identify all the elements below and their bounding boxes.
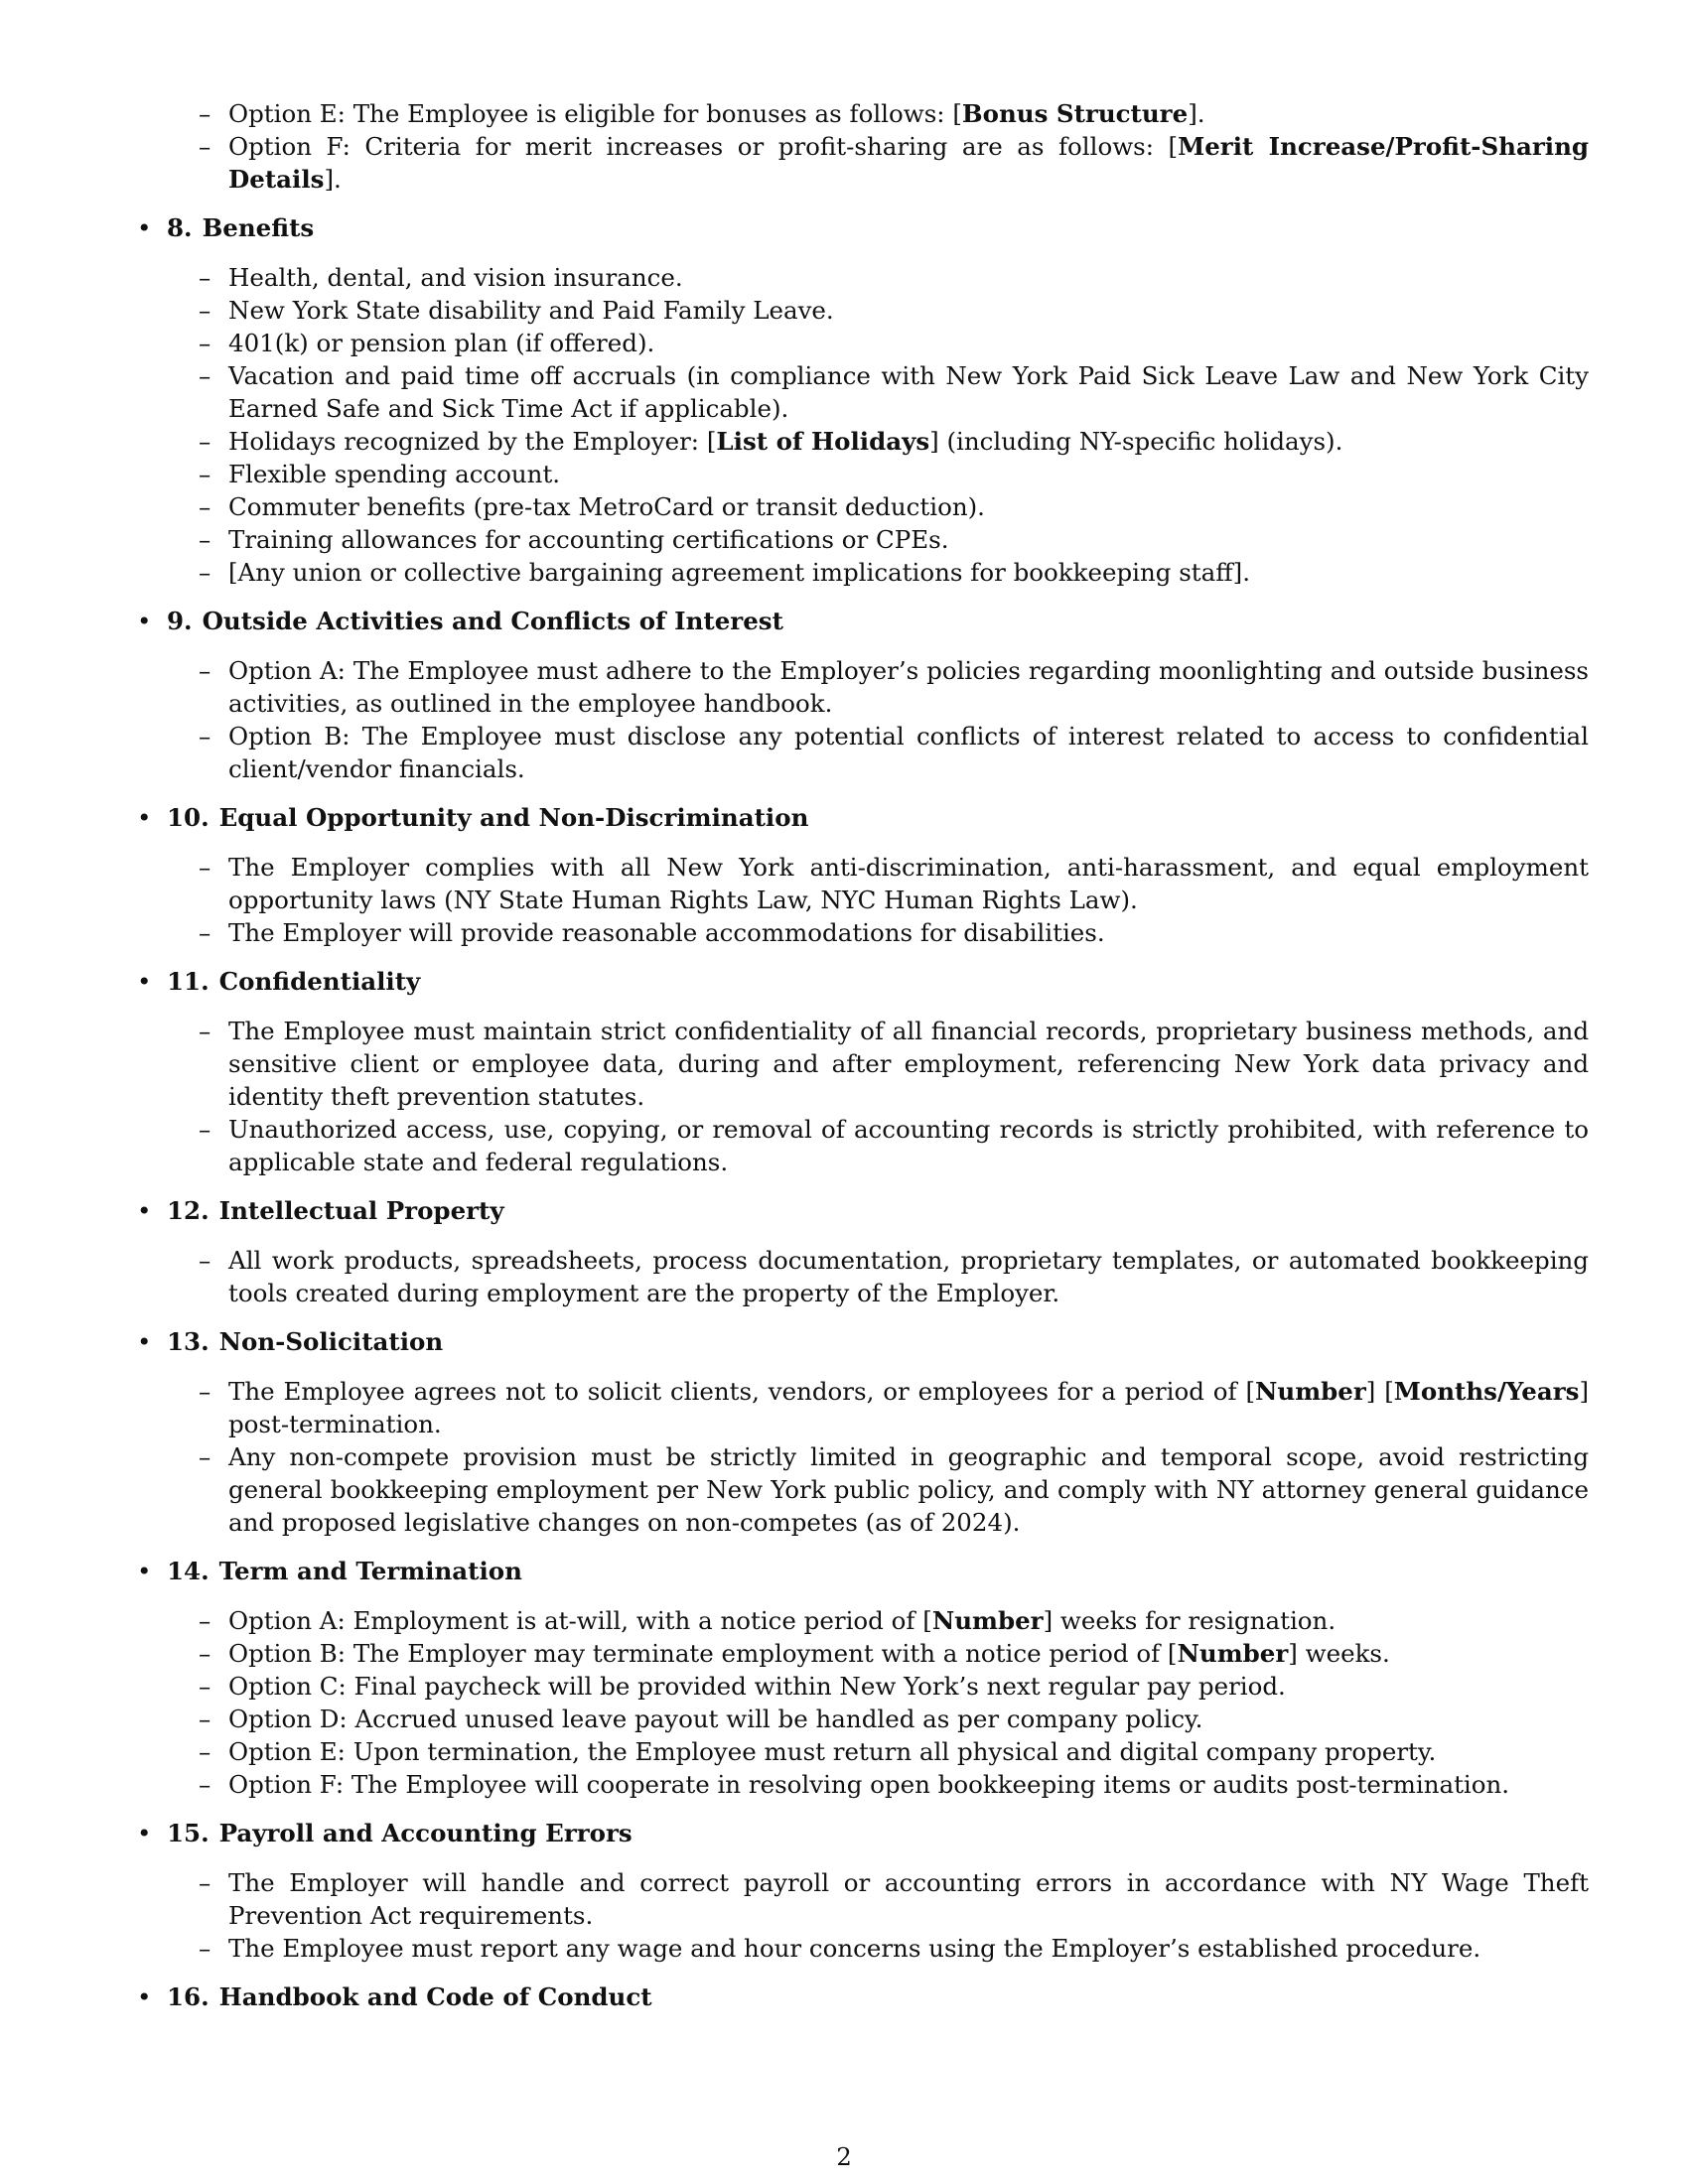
dash-marker: – xyxy=(199,1115,211,1144)
dash-marker: – xyxy=(199,656,211,685)
dash-marker: – xyxy=(199,99,211,128)
page-number: 2 xyxy=(836,2142,852,2171)
item-text: Option C: Final paycheck will be provided within New York’s next regular pay period. xyxy=(228,1672,1286,1701)
item-text: ] post-termination. xyxy=(228,1377,1590,1438)
section-item-list xyxy=(137,1604,1589,1801)
dash-marker: – xyxy=(199,1737,211,1766)
section-number: 14. xyxy=(167,1557,210,1585)
section-item-list xyxy=(137,654,1589,785)
placeholder-field: List of Holidays xyxy=(716,427,930,456)
list-item xyxy=(137,916,1589,949)
item-text: Any non-compete provision must be strictly limited in geographic and temporal scope, avoid restricting general bookkeeping employment per New York public policy, and comply with NY attorney general guidance and proposed legislative changes on non-competes (as of 2024). xyxy=(228,1442,1589,1537)
item-text: All work products, spreadsheets, process documentation, proprietary templates, or automated bookkeeping tools created during employment are the property of the Employer. xyxy=(228,1246,1589,1307)
list-item xyxy=(137,1670,1589,1703)
list-item xyxy=(137,654,1589,720)
bullet-marker: • xyxy=(137,213,152,242)
section-number: 11. xyxy=(167,967,210,996)
section-heading xyxy=(137,211,1589,244)
placeholder-field: Months/Years xyxy=(1393,1377,1580,1406)
dash-marker: – xyxy=(199,1606,211,1635)
item-text: Commuter benefits (pre-tax MetroCard or transit deduction). xyxy=(228,492,985,521)
section-item-list xyxy=(137,261,1589,589)
dash-marker: – xyxy=(199,460,211,488)
list-item xyxy=(137,1703,1589,1735)
section-item-list xyxy=(137,851,1589,949)
section-list xyxy=(137,211,1589,2013)
list-item xyxy=(137,1604,1589,1637)
section-heading xyxy=(137,605,1589,637)
item-text: Option D: Accrued unused leave payout will be handled as per company policy. xyxy=(228,1705,1203,1733)
list-item xyxy=(137,458,1589,490)
dash-marker: – xyxy=(199,492,211,521)
dash-marker: – xyxy=(199,1639,211,1668)
list-item xyxy=(137,1244,1589,1309)
item-text: [Any union or collective bargaining agreement implications for bookkeeping staff]. xyxy=(228,558,1250,587)
bullet-marker: • xyxy=(137,803,152,832)
section-heading xyxy=(137,1325,1589,1358)
section-title: Benefits xyxy=(202,213,315,242)
item-text: Option A: The Employee must adhere to the Employer’s policies regarding moonlighting and outside business activities, as outlined in the employee handbook. xyxy=(228,656,1589,718)
continued-option-list xyxy=(137,97,1589,196)
item-text: 401(k) or pension plan (if offered). xyxy=(228,329,655,357)
dash-marker: – xyxy=(199,263,211,292)
section-13 xyxy=(137,1325,1589,1539)
dash-marker: – xyxy=(199,853,211,882)
dash-marker: – xyxy=(199,1377,211,1406)
section-item-list xyxy=(137,1244,1589,1309)
list-item xyxy=(137,1866,1589,1932)
list-item xyxy=(137,425,1589,458)
item-text: The Employee agrees not to solicit clients, vendors, or employees for a period of [ xyxy=(228,1377,1256,1406)
section-title: Confidentiality xyxy=(218,967,421,996)
bullet-marker: • xyxy=(137,967,152,996)
item-text: ] weeks. xyxy=(1288,1639,1390,1668)
section-number: 8. xyxy=(167,213,193,242)
placeholder-field: Number xyxy=(931,1606,1044,1635)
section-9 xyxy=(137,605,1589,785)
bullet-marker: • xyxy=(137,607,152,635)
list-item xyxy=(137,130,1589,196)
dash-marker: – xyxy=(199,296,211,325)
item-text: ] (including NY-specific holidays). xyxy=(929,427,1343,456)
item-text: The Employer will provide reasonable accommodations for disabilities. xyxy=(228,918,1105,947)
dash-marker: – xyxy=(199,361,211,390)
section-number: 9. xyxy=(167,607,193,635)
list-item xyxy=(137,327,1589,359)
dash-marker: – xyxy=(199,1705,211,1733)
placeholder-field: Bonus Structure xyxy=(961,99,1189,128)
section-heading xyxy=(137,1817,1589,1849)
section-title: Intellectual Property xyxy=(218,1196,504,1225)
section-11 xyxy=(137,965,1589,1178)
list-item xyxy=(137,294,1589,327)
dash-marker: – xyxy=(199,1868,211,1897)
item-text: Flexible spending account. xyxy=(228,460,561,488)
item-text: The Employer complies with all New York anti-discrimination, anti-harassment, and equal employment opportunity laws (NY State Human Rights Law, NYC Human Rights Law). xyxy=(228,853,1589,914)
list-item xyxy=(137,1113,1589,1178)
item-text: Option B: The Employer may terminate employment with a notice period of [ xyxy=(228,1639,1178,1668)
section-title: Term and Termination xyxy=(218,1557,522,1585)
section-12 xyxy=(137,1194,1589,1309)
dash-marker: – xyxy=(199,1672,211,1701)
item-text: Option F: Criteria for merit increases or profit-sharing are as follows: [ xyxy=(228,132,1179,161)
section-heading xyxy=(137,1194,1589,1227)
item-text: The Employee must maintain strict confidentiality of all financial records, proprietary business methods, and sensitive client or employee data, during and after employment, referencing New York data privacy and identity theft prevention statutes. xyxy=(228,1017,1589,1111)
item-text: Unauthorized access, use, copying, or removal of accounting records is strictly prohibited, with reference to applicable state and federal regulations. xyxy=(228,1115,1589,1176)
list-item xyxy=(137,1932,1589,1965)
item-text: Option F: The Employee will cooperate in resolving open bookkeeping items or audits post-termination. xyxy=(228,1770,1510,1799)
section-number: 13. xyxy=(167,1327,210,1356)
section-number: 16. xyxy=(167,1982,210,2011)
section-title: Payroll and Accounting Errors xyxy=(218,1819,633,1847)
item-text: ] [ xyxy=(1365,1377,1394,1406)
document-content xyxy=(137,97,1589,2030)
dash-marker: – xyxy=(199,1017,211,1045)
section-item-list xyxy=(137,1015,1589,1178)
list-item xyxy=(137,359,1589,425)
section-item-list xyxy=(137,1866,1589,1965)
item-text: ] weeks for resignation. xyxy=(1043,1606,1336,1635)
dash-marker: – xyxy=(199,1770,211,1799)
section-heading xyxy=(137,1555,1589,1587)
bullet-marker: • xyxy=(137,1819,152,1847)
dash-marker: – xyxy=(199,558,211,587)
item-text: Option E: Upon termination, the Employee must return all physical and digital company property. xyxy=(228,1737,1437,1766)
list-item xyxy=(137,1440,1589,1539)
list-item xyxy=(137,97,1589,130)
list-item xyxy=(137,490,1589,523)
list-item xyxy=(137,556,1589,589)
item-text: Training allowances for accounting certifications or CPEs. xyxy=(228,525,949,554)
section-number: 10. xyxy=(167,803,210,832)
bullet-marker: • xyxy=(137,1557,152,1585)
bullet-marker: • xyxy=(137,1982,152,2011)
item-text: New York State disability and Paid Family Leave. xyxy=(228,296,834,325)
dash-marker: – xyxy=(199,918,211,947)
bullet-marker: • xyxy=(137,1196,152,1225)
dash-marker: – xyxy=(199,132,211,161)
dash-marker: – xyxy=(199,427,211,456)
dash-marker: – xyxy=(199,1934,211,1963)
dash-marker: – xyxy=(199,329,211,357)
section-title: Outside Activities and Conflicts of Interest xyxy=(202,607,783,635)
section-8 xyxy=(137,211,1589,589)
section-title: Non-Solicitation xyxy=(218,1327,444,1356)
item-text: Option B: The Employee must disclose any potential conflicts of interest related to access to confidential client/vendor financials. xyxy=(228,722,1589,783)
section-16 xyxy=(137,1980,1589,2013)
placeholder-field: Merit Increase/Profit-Sharing Details xyxy=(228,132,1590,194)
dash-marker: – xyxy=(199,1246,211,1275)
section-number: 15. xyxy=(167,1819,210,1847)
item-text: The Employer will handle and correct payroll or accounting errors in accordance with NY Wage Theft Prevention Act requirements. xyxy=(228,1868,1589,1930)
section-15 xyxy=(137,1817,1589,1965)
item-text: The Employee must report any wage and hour concerns using the Employer’s established procedure. xyxy=(228,1934,1481,1963)
list-item xyxy=(137,1735,1589,1768)
item-text: Health, dental, and vision insurance. xyxy=(228,263,683,292)
dash-marker: – xyxy=(199,1442,211,1471)
item-text: Holidays recognized by the Employer: [ xyxy=(228,427,717,456)
list-item xyxy=(137,523,1589,556)
section-number: 12. xyxy=(167,1196,210,1225)
section-title: Handbook and Code of Conduct xyxy=(218,1982,652,2011)
item-text: Option A: Employment is at-will, with a notice period of [ xyxy=(228,1606,932,1635)
section-heading xyxy=(137,801,1589,834)
list-item xyxy=(137,1015,1589,1113)
list-item xyxy=(137,1375,1589,1440)
item-text: ]. xyxy=(1188,99,1205,128)
section-title: Equal Opportunity and Non-Discrimination xyxy=(218,803,809,832)
section-14 xyxy=(137,1555,1589,1801)
bullet-marker: • xyxy=(137,1327,152,1356)
list-item xyxy=(137,1637,1589,1670)
dash-marker: – xyxy=(199,525,211,554)
section-heading xyxy=(137,1980,1589,2013)
item-text: Option E: The Employee is eligible for bonuses as follows: [ xyxy=(228,99,962,128)
dash-marker: – xyxy=(199,722,211,751)
section-heading xyxy=(137,965,1589,998)
section-item-list xyxy=(137,1375,1589,1539)
list-item xyxy=(137,851,1589,916)
placeholder-field: Number xyxy=(1177,1639,1289,1668)
section-10 xyxy=(137,801,1589,949)
item-text: ]. xyxy=(324,165,342,194)
item-text: Vacation and paid time off accruals (in compliance with New York Paid Sick Leave Law and New York City Earned Safe and Sick Time Act if applicable). xyxy=(228,361,1589,423)
list-item xyxy=(137,1768,1589,1801)
list-item xyxy=(137,261,1589,294)
placeholder-field: Number xyxy=(1255,1377,1366,1406)
list-item xyxy=(137,720,1589,785)
